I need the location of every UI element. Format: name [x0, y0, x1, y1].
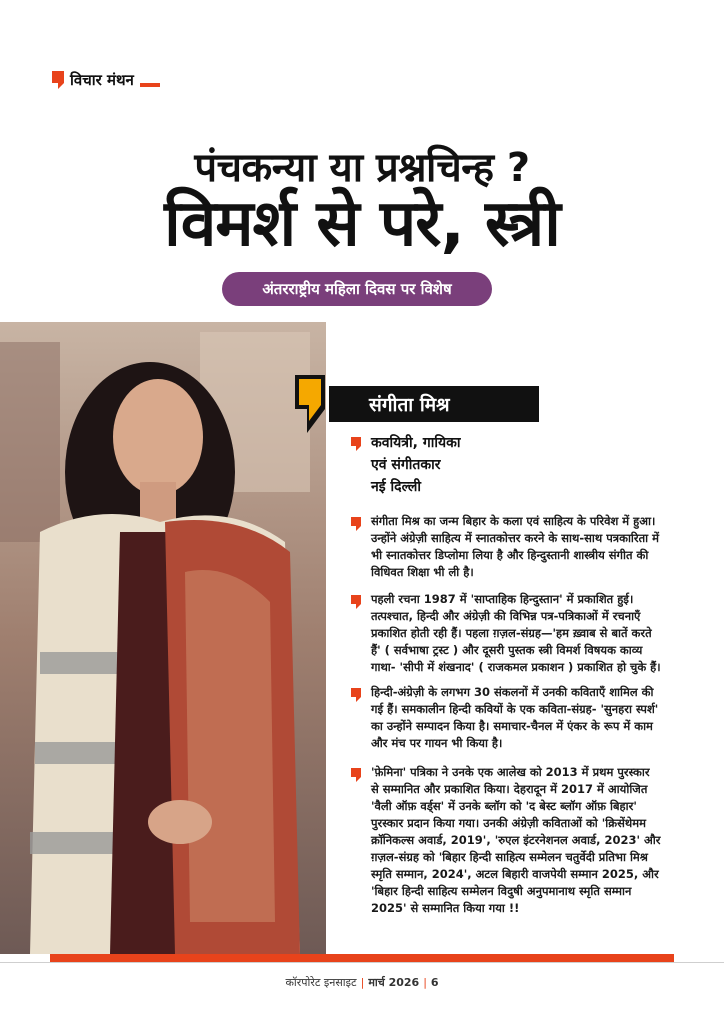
footer-separator: |: [360, 976, 365, 989]
bullet-flag-icon: [351, 688, 361, 702]
page-number: 6: [430, 976, 439, 989]
headline-line-1: पंचकन्या या प्रश्नचिन्ह ?: [194, 145, 530, 191]
section-underline: [140, 83, 160, 87]
bio-paragraph-3: हिन्दी-अंग्रेज़ी के लगभग 30 संकलनों में उनकी कविताएँ शामिल की गई हैं। समकालीन हिन्दी कवियों के एक कविता-संग्रह- 'सुनहरा स्पर्श' का उन्होंने सम्पादन किया है। समाचार-चैनल में एंकर के रूप में काम और मंच पर गायन भी किया है।: [371, 685, 659, 750]
bullet-flag-icon: [351, 437, 361, 451]
author-roles: [371, 432, 631, 498]
footer: [0, 975, 724, 990]
bullet-flag-icon: [351, 517, 361, 531]
subtitle-pill: अंतरराष्ट्रीय महिला दिवस पर विशेष: [222, 272, 492, 306]
footer-divider: [0, 962, 724, 963]
author-role-2: एवं संगीतकार: [371, 457, 441, 473]
author-location: नई दिल्ली: [371, 479, 422, 495]
quote-mark-icon: [291, 375, 329, 433]
section-label: विचार मंथन: [70, 71, 134, 89]
bullet-flag-icon: [351, 768, 361, 782]
author-photo: [0, 322, 326, 954]
footer-publication: कॉरपोरेट इनसाइट: [285, 976, 357, 989]
footer-separator: |: [423, 976, 427, 989]
footer-issue: मार्च 2026: [368, 976, 420, 989]
flag-icon: [52, 71, 64, 89]
author-name: संगीता मिश्र: [329, 386, 539, 422]
bio-paragraph-4: 'फ़ेमिना' पत्रिका ने उनके एक आलेख को 2013 में प्रथम पुरस्कार से सम्मानित और प्रकाशित किया। देहरादून में 2017 में आयोजित 'वैली ऑफ़ वर्ड्स' में उनके ब्लॉग को 'द बेस्ट ब्लॉग ऑफ़ बिहार' पुरस्कार प्रदान किया गया। उनकी अंग्रेज़ी कविताओं को 'क्रिसेंथेमम क्रॉनिकल्स अवार्ड, 2019', 'रुएल इंटरनेशनल अवार्ड, 2023' और ग़ज़ल-संग्रह को 'बिहार हिन्दी साहित्य सम्मेलन चतुर्वेदी प्रतिभा मिश्र स्मृति सम्मान, 2024', अटल बिहारी वाजपेयी सम्मान 2025, और 'बिहार हिन्दी साहित्य सम्मेलन विदुषी अनुपमानाथ स्मृति सम्मान 2025' से सम्मानित किया गया !!: [371, 765, 661, 915]
headline-line-2: विमर्श से परे, स्त्री: [164, 187, 560, 261]
footer-accent-bar: [50, 954, 674, 962]
bio-paragraph-2: पहली रचना 1987 में 'साप्ताहिक हिन्दुस्तान' में प्रकाशित हुई। तत्पश्चात, हिन्दी और अंग्रेज़ी की विभिन्न पत्र-पत्रिकाओं में रचनाएँ प्रकाशित होती रही हैं। पहला ग़ज़ल-संग्रह—'हम ख़्वाब से बातें करते हैं' ( सर्वभाषा ट्रस्ट ) और दूसरी पुस्तक स्त्री विमर्श विषयक काव्य गाथा- 'सीपी में शंखनाद' ( राजकमल प्रकाशन ) प्रकाशित हो चुके हैं।: [371, 592, 661, 674]
section-tag: [52, 67, 160, 93]
bullet-flag-icon: [351, 595, 361, 609]
author-role-1: कवयित्री, गायिका: [371, 435, 461, 451]
bio-paragraph-1: संगीता मिश्र का जन्म बिहार के कला एवं साहित्य के परिवेश में हुआ। उन्होंने अंग्रेज़ी साहित्य में स्नातकोत्तर करने के साथ-साथ पत्रकारिता में भी स्नातकोत्तर डिप्लोमा लिया है और हिन्दुस्तानी शास्त्रीय संगीत की विधिवत शिक्षा भी ली है।: [371, 514, 660, 579]
